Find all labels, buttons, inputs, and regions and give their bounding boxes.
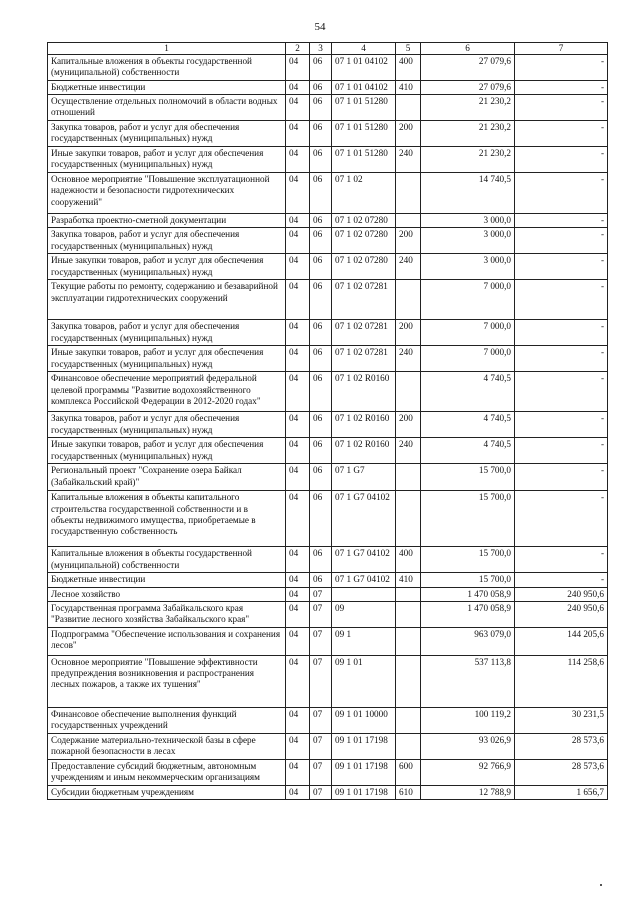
row-name-cell: Содержание материально-технической базы в сфере пожарной безопасности в лесах — [48, 733, 286, 759]
amount-cell: 1 470 058,9 — [421, 601, 515, 627]
row-name-cell: Закупка товаров, работ и услуг для обеспечения государственных (муниципальных) нужд — [48, 412, 286, 438]
subsection-code-cell: 06 — [310, 147, 332, 173]
table-row — [48, 346, 608, 372]
table-row — [48, 214, 608, 228]
amount-cell: - — [515, 254, 608, 280]
subsection-code-cell: 06 — [310, 346, 332, 372]
table-row — [48, 785, 608, 799]
section-code-cell: 04 — [286, 627, 310, 655]
table-row — [48, 655, 608, 707]
target-article-cell: 07 1 01 04102 — [332, 55, 396, 81]
expense-type-cell: 400 — [396, 55, 421, 81]
subsection-code-cell: 07 — [310, 627, 332, 655]
target-article-cell: 07 1 02 07280 — [332, 228, 396, 254]
target-article-cell: 07 1 01 04102 — [332, 81, 396, 95]
row-name-cell: Субсидии бюджетным учреждениям — [48, 785, 286, 799]
amount-cell: - — [515, 438, 608, 464]
row-name-cell: Основное мероприятие "Повышение эффективности предупреждения возникновения и распространения лесных пожаров, а также их тушения" — [48, 655, 286, 707]
subsection-code-cell: 06 — [310, 547, 332, 573]
row-name-cell: Разработка проектно-сметной документации — [48, 214, 286, 228]
expense-type-cell: 240 — [396, 254, 421, 280]
column-header: 2 — [286, 43, 310, 55]
table-row — [48, 280, 608, 320]
expense-type-cell — [396, 733, 421, 759]
target-article-cell: 07 1 02 07281 — [332, 320, 396, 346]
row-name-cell: Подпрограмма "Обеспечение использования и сохранения лесов" — [48, 627, 286, 655]
subsection-code-cell: 06 — [310, 320, 332, 346]
expense-type-cell: 200 — [396, 412, 421, 438]
target-article-cell: 07 1 01 51280 — [332, 121, 396, 147]
row-name-cell: Текущие работы по ремонту, содержанию и безаварийной эксплуатации гидротехнических сооружений — [48, 280, 286, 320]
header-row — [48, 43, 608, 55]
table-row — [48, 759, 608, 785]
section-code-cell: 04 — [286, 733, 310, 759]
target-article-cell: 09 1 01 17198 — [332, 759, 396, 785]
table-row — [48, 707, 608, 733]
amount-cell: 15 700,0 — [421, 573, 515, 587]
column-header: 5 — [396, 43, 421, 55]
section-code-cell: 04 — [286, 320, 310, 346]
amount-cell: 537 113,8 — [421, 655, 515, 707]
amount-cell: - — [515, 547, 608, 573]
row-name-cell: Иные закупки товаров, работ и услуг для обеспечения государственных (муниципальных) нужд — [48, 254, 286, 280]
column-header: 7 — [515, 43, 608, 55]
page-number: 54 — [314, 21, 326, 33]
table-row — [48, 587, 608, 601]
target-article-cell: 07 1 02 — [332, 173, 396, 214]
row-name-cell: Лесное хозяйство — [48, 587, 286, 601]
target-article-cell: 07 1 01 51280 — [332, 147, 396, 173]
section-code-cell: 04 — [286, 655, 310, 707]
amount-cell: 15 700,0 — [421, 464, 515, 491]
amount-cell: - — [515, 173, 608, 214]
section-code-cell: 04 — [286, 254, 310, 280]
section-code-cell: 04 — [286, 147, 310, 173]
amount-cell: 92 766,9 — [421, 759, 515, 785]
amount-cell: 7 000,0 — [421, 320, 515, 346]
section-code-cell: 04 — [286, 438, 310, 464]
target-article-cell: 07 1 02 07280 — [332, 254, 396, 280]
budget-table — [47, 42, 608, 800]
section-code-cell: 04 — [286, 491, 310, 547]
amount-cell: 12 788,9 — [421, 785, 515, 799]
amount-cell: 15 700,0 — [421, 491, 515, 547]
subsection-code-cell: 06 — [310, 412, 332, 438]
amount-cell: 240 950,6 — [515, 601, 608, 627]
row-name-cell: Капитальные вложения в объекты государственной (муниципальной) собственности — [48, 55, 286, 81]
amount-cell: - — [515, 121, 608, 147]
subsection-code-cell: 07 — [310, 759, 332, 785]
expense-type-cell: 400 — [396, 547, 421, 573]
expense-type-cell — [396, 601, 421, 627]
row-name-cell: Финансовое обеспечение мероприятий федеральной целевой программы "Развитие водохозяйственного комплекса Российской Федерации в 2012-2020 годах" — [48, 372, 286, 412]
table-row — [48, 438, 608, 464]
target-article-cell: 07 1 G7 04102 — [332, 491, 396, 547]
subsection-code-cell: 07 — [310, 601, 332, 627]
subsection-code-cell: 06 — [310, 173, 332, 214]
column-header: 4 — [332, 43, 396, 55]
target-article-cell: 07 1 02 R0160 — [332, 438, 396, 464]
expense-type-cell: 240 — [396, 438, 421, 464]
section-code-cell: 04 — [286, 464, 310, 491]
section-code-cell: 04 — [286, 81, 310, 95]
section-code-cell: 04 — [286, 173, 310, 214]
section-code-cell: 04 — [286, 785, 310, 799]
section-code-cell: 04 — [286, 228, 310, 254]
subsection-code-cell: 06 — [310, 81, 332, 95]
subsection-code-cell: 07 — [310, 587, 332, 601]
row-name-cell: Бюджетные инвестиции — [48, 81, 286, 95]
expense-type-cell: 200 — [396, 320, 421, 346]
table-row — [48, 121, 608, 147]
subsection-code-cell: 06 — [310, 95, 332, 121]
amount-cell: - — [515, 81, 608, 95]
target-article-cell: 09 1 01 10000 — [332, 707, 396, 733]
amount-cell: 963 079,0 — [421, 627, 515, 655]
target-article-cell: 07 1 G7 04102 — [332, 547, 396, 573]
subsection-code-cell: 06 — [310, 254, 332, 280]
subsection-code-cell: 06 — [310, 573, 332, 587]
subsection-code-cell: 06 — [310, 280, 332, 320]
amount-cell: - — [515, 55, 608, 81]
amount-cell: - — [515, 320, 608, 346]
table-row — [48, 147, 608, 173]
row-name-cell: Предоставление субсидий бюджетным, автономным учреждениям и иным некоммерческим организациям — [48, 759, 286, 785]
table-row — [48, 464, 608, 491]
subsection-code-cell: 06 — [310, 464, 332, 491]
amount-cell: 28 573,6 — [515, 759, 608, 785]
subsection-code-cell: 07 — [310, 785, 332, 799]
amount-cell: - — [515, 412, 608, 438]
amount-cell: 3 000,0 — [421, 228, 515, 254]
section-code-cell: 04 — [286, 346, 310, 372]
table-row — [48, 547, 608, 573]
amount-cell: 144 205,6 — [515, 627, 608, 655]
table-body — [48, 55, 608, 800]
table-row — [48, 372, 608, 412]
expense-type-cell: 240 — [396, 346, 421, 372]
section-code-cell: 04 — [286, 573, 310, 587]
amount-cell: 21 230,2 — [421, 121, 515, 147]
expense-type-cell — [396, 464, 421, 491]
amount-cell: - — [515, 147, 608, 173]
table-row — [48, 573, 608, 587]
amount-cell: 3 000,0 — [421, 214, 515, 228]
target-article-cell: 07 1 02 07281 — [332, 346, 396, 372]
expense-type-cell — [396, 173, 421, 214]
amount-cell: - — [515, 464, 608, 491]
subsection-code-cell: 06 — [310, 121, 332, 147]
amount-cell: 240 950,6 — [515, 587, 608, 601]
row-name-cell: Иные закупки товаров, работ и услуг для обеспечения государственных (муниципальных) нужд — [48, 346, 286, 372]
amount-cell: 15 700,0 — [421, 547, 515, 573]
amount-cell: - — [515, 372, 608, 412]
row-name-cell: Капитальные вложения в объекты государственной (муниципальной) собственности — [48, 547, 286, 573]
row-name-cell: Капитальные вложения в объекты капитального строительства государственной собственности и в объекты недвижимого имущества, приобретаемые в государственную собственность — [48, 491, 286, 547]
section-code-cell: 04 — [286, 121, 310, 147]
row-name-cell: Иные закупки товаров, работ и услуг для обеспечения государственных (муниципальных) нужд — [48, 438, 286, 464]
target-article-cell: 07 1 G7 04102 — [332, 573, 396, 587]
subsection-code-cell: 06 — [310, 214, 332, 228]
expense-type-cell — [396, 655, 421, 707]
target-article-cell: 09 — [332, 601, 396, 627]
expense-type-cell: 200 — [396, 121, 421, 147]
table-row — [48, 95, 608, 121]
section-code-cell: 04 — [286, 759, 310, 785]
amount-cell: 3 000,0 — [421, 254, 515, 280]
row-name-cell: Финансовое обеспечение выполнения функций государственных учреждений — [48, 707, 286, 733]
target-article-cell: 07 1 02 07281 — [332, 280, 396, 320]
amount-cell: - — [515, 214, 608, 228]
table-row — [48, 627, 608, 655]
amount-cell: 93 026,9 — [421, 733, 515, 759]
expense-type-cell — [396, 280, 421, 320]
expense-type-cell: 200 — [396, 228, 421, 254]
row-name-cell: Закупка товаров, работ и услуг для обеспечения государственных (муниципальных) нужд — [48, 228, 286, 254]
expense-type-cell — [396, 587, 421, 601]
target-article-cell: 09 1 — [332, 627, 396, 655]
row-name-cell: Иные закупки товаров, работ и услуг для обеспечения государственных (муниципальных) нужд — [48, 147, 286, 173]
expense-type-cell — [396, 491, 421, 547]
amount-cell: 1 470 058,9 — [421, 587, 515, 601]
section-code-cell: 04 — [286, 214, 310, 228]
row-name-cell: Основное мероприятие "Повышение эксплуатационной надежности и безопасности гидротехнических сооружений" — [48, 173, 286, 214]
table-row — [48, 81, 608, 95]
target-article-cell: 09 1 01 — [332, 655, 396, 707]
table-row — [48, 254, 608, 280]
target-article-cell: 09 1 01 17198 — [332, 785, 396, 799]
row-name-cell: Бюджетные инвестиции — [48, 573, 286, 587]
expense-type-cell — [396, 707, 421, 733]
row-name-cell: Региональный проект "Сохранение озера Байкал (Забайкальский край)" — [48, 464, 286, 491]
expense-type-cell: 410 — [396, 81, 421, 95]
amount-cell: 1 656,7 — [515, 785, 608, 799]
table-row — [48, 55, 608, 81]
amount-cell: 4 740,5 — [421, 438, 515, 464]
expense-type-cell: 600 — [396, 759, 421, 785]
subsection-code-cell: 07 — [310, 707, 332, 733]
expense-type-cell — [396, 372, 421, 412]
amount-cell: 100 119,2 — [421, 707, 515, 733]
target-article-cell: 07 1 02 R0160 — [332, 372, 396, 412]
expense-type-cell — [396, 214, 421, 228]
table-row — [48, 173, 608, 214]
amount-cell: - — [515, 280, 608, 320]
section-code-cell: 04 — [286, 587, 310, 601]
target-article-cell: 09 1 01 17198 — [332, 733, 396, 759]
target-article-cell — [332, 587, 396, 601]
row-name-cell: Закупка товаров, работ и услуг для обеспечения государственных (муниципальных) нужд — [48, 121, 286, 147]
column-header: 1 — [48, 43, 286, 55]
amount-cell: 14 740,5 — [421, 173, 515, 214]
section-code-cell: 04 — [286, 547, 310, 573]
table-row — [48, 320, 608, 346]
expense-type-cell: 240 — [396, 147, 421, 173]
target-article-cell: 07 1 02 R0160 — [332, 412, 396, 438]
subsection-code-cell: 07 — [310, 655, 332, 707]
section-code-cell: 04 — [286, 95, 310, 121]
amount-cell: 21 230,2 — [421, 147, 515, 173]
amount-cell: - — [515, 346, 608, 372]
amount-cell: 114 258,6 — [515, 655, 608, 707]
section-code-cell: 04 — [286, 707, 310, 733]
table-row — [48, 228, 608, 254]
target-article-cell: 07 1 02 07280 — [332, 214, 396, 228]
table-row — [48, 412, 608, 438]
section-code-cell: 04 — [286, 280, 310, 320]
amount-cell: 7 000,0 — [421, 280, 515, 320]
amount-cell: 4 740,5 — [421, 372, 515, 412]
target-article-cell: 07 1 01 51280 — [332, 95, 396, 121]
subsection-code-cell: 06 — [310, 55, 332, 81]
amount-cell: 27 079,6 — [421, 55, 515, 81]
amount-cell: 28 573,6 — [515, 733, 608, 759]
expense-type-cell: 410 — [396, 573, 421, 587]
target-article-cell: 07 1 G7 — [332, 464, 396, 491]
subsection-code-cell: 07 — [310, 733, 332, 759]
row-name-cell: Закупка товаров, работ и услуг для обеспечения государственных (муниципальных) нужд — [48, 320, 286, 346]
expense-type-cell: 610 — [396, 785, 421, 799]
section-code-cell: 04 — [286, 372, 310, 412]
subsection-code-cell: 06 — [310, 372, 332, 412]
amount-cell: - — [515, 573, 608, 587]
subsection-code-cell: 06 — [310, 491, 332, 547]
amount-cell: 21 230,2 — [421, 95, 515, 121]
column-header: 3 — [310, 43, 332, 55]
table-row — [48, 601, 608, 627]
amount-cell: 30 231,5 — [515, 707, 608, 733]
expense-type-cell — [396, 627, 421, 655]
section-code-cell: 04 — [286, 601, 310, 627]
subsection-code-cell: 06 — [310, 228, 332, 254]
table-row — [48, 733, 608, 759]
section-code-cell: 04 — [286, 55, 310, 81]
section-code-cell: 04 — [286, 412, 310, 438]
amount-cell: 4 740,5 — [421, 412, 515, 438]
row-name-cell: Осуществление отдельных полномочий в области водных отношений — [48, 95, 286, 121]
amount-cell: - — [515, 491, 608, 547]
page-mark — [600, 884, 602, 886]
amount-cell: 27 079,6 — [421, 81, 515, 95]
amount-cell: - — [515, 228, 608, 254]
subsection-code-cell: 06 — [310, 438, 332, 464]
table-row — [48, 491, 608, 547]
row-name-cell: Государственная программа Забайкальского края "Развитие лесного хозяйства Забайкальского края" — [48, 601, 286, 627]
amount-cell: - — [515, 95, 608, 121]
column-header: 6 — [421, 43, 515, 55]
amount-cell: 7 000,0 — [421, 346, 515, 372]
expense-type-cell — [396, 95, 421, 121]
